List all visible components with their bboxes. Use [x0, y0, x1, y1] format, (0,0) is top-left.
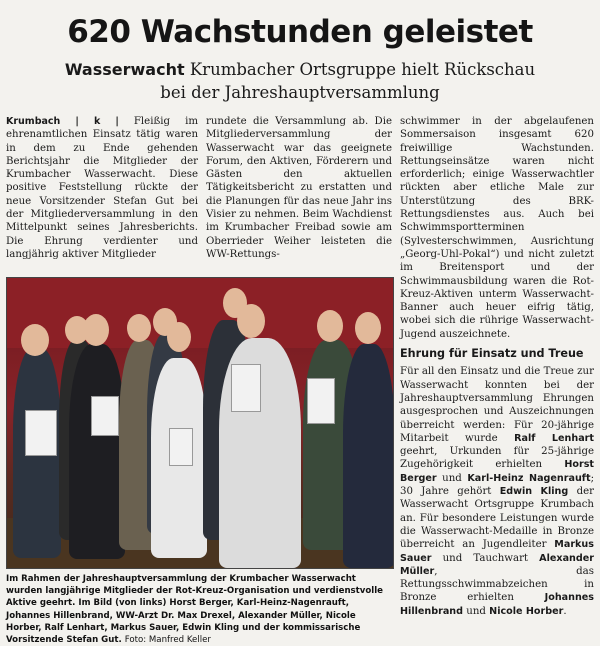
photo-credit: Foto: Manfred Keller — [124, 635, 211, 646]
text-run: und Tauchwart — [442, 552, 529, 564]
photo-person-head — [317, 310, 343, 342]
article-column-3 — [400, 115, 594, 618]
certificate — [231, 364, 261, 412]
photo-person-head — [127, 314, 151, 342]
column-2-text: rundete die Versammlung ab. Die Mitgliederversammlung der Wasserwacht war das geeignete Forum, den Aktiven, Förderern und Gästen den aktuellen Tätigkeitsbericht zu erstatten und die Planungen für das neue Jahr ins Visier zu nehmen. Beim Wachdienst im Krumbacher Freibad sowie am Oberrieder Weiher leisteten die WW-Rettungs- — [206, 116, 392, 260]
text-run: Für all den Einsatz und die Treue zur Wasserwacht konnten bei der Jahreshauptversammlung Ehrungen ausgesprochen und Auszeichnungen überreicht werden: Für 20-jährige Mitarbeit wurde — [400, 366, 594, 444]
honoree-name: Markus Sauer — [400, 539, 594, 564]
subhead-line2: bei der Jahreshauptversammlung — [160, 83, 440, 102]
dateline: Krumbach | k | — [6, 116, 119, 127]
subhead-text: Krumbacher Ortsgruppe hielt Rückschau — [189, 60, 536, 79]
photo-person-head — [237, 304, 265, 338]
honoree-name: Karl-Heinz Nagenrauft — [467, 472, 591, 484]
column-3-paragraph-2 — [400, 365, 594, 618]
text-run: und — [442, 472, 462, 484]
honoree-name: Nicole Horber — [489, 605, 564, 617]
text-run: , das Rettungsschwimmabzeichen in Bronze erhielten — [400, 565, 594, 604]
text-run: und — [466, 605, 486, 617]
text-run: der Wasserwacht Ortsgruppe Krumbach an. Für besondere Leistungen wurde die Wasserwacht-Medaille in Bronze überreicht an Jugendleiter — [400, 486, 594, 551]
photo-person — [343, 344, 394, 568]
honoree-name: Johannes Hillenbrand — [400, 592, 594, 617]
text-run: . — [563, 605, 567, 617]
photo-person-head — [355, 312, 381, 344]
photo-person — [69, 344, 125, 559]
caption-text: Im Rahmen der Jahreshauptversammlung der Krumbacher Wasserwacht wurden langjährige Mitglieder der Rot-Kreuz-Organisation und verdienstvolle Aktive geehrt. Im Bild (von links) Horst Berger, Karl-Heinz-Nagenrauft, Johannes Hillenbrand, WW-Arzt Dr. Max Drexel, Alexander Müller, Nicole Horber, Ralf Lenhart, Markus Sauer, Edwin Kling und der kommissarische Vorsitzende Stefan Gut. — [6, 574, 384, 646]
certificate — [169, 428, 193, 466]
honoree-name: Ralf Lenhart — [514, 432, 594, 444]
honoree-name: Horst Berger — [400, 459, 594, 484]
text-run: geehrt, Urkunden für 25-jährige Zugehörigkeit erhielten — [400, 446, 594, 471]
photo-person-head — [167, 322, 191, 352]
subheadline — [40, 58, 560, 104]
honoree-name: Alexander Müller — [400, 552, 594, 577]
photo-person-head — [83, 314, 109, 346]
photo-person-head — [21, 324, 49, 356]
kicker: Wasserwacht — [64, 60, 185, 79]
text-run: ; 30 Jahre gehört — [400, 472, 594, 498]
column-1-text: Fleißig im ehrenamtlichen Einsatz tätig waren in dem zu Ende gehenden Berichtsjahr die Mitglieder der Krumbacher Wasserwacht. Diese positive Feststellung rückte der neue Vorsitzender Stefan Gut bei der Mitgliederversammlung in den Mittelpunkt seines Jahresberichts. Die Ehrung verdienter und langjährig aktiver Mitglieder — [6, 116, 198, 260]
honoree-name: Edwin Kling — [499, 486, 569, 498]
group-photo — [6, 277, 394, 569]
article-column-1 — [6, 115, 198, 265]
column-3-paragraph-1: schwimmer in der abgelaufenen Sommersaison insgesamt 620 freiwillige Wachstunden. Rettungseinsätze waren nicht erforderlich; einige Wasserwachtler rückten aber etliche Male zur Unterstützung des BRK-Rettungsdienstes aus. Auch bei Schwimmsportterminen (Sylvesterschwimmen, Ausrichtung „Georg-Uhl-Pokal“) und nicht zuletzt im Breitensport und der Schwimmausbildung waren die Rot-Kreuz-Aktiven unterm Wasserwacht-Banner auch heuer eifrig tätig, wobei sich die rührige Wasserwacht-Jugend auszeichnete. — [400, 116, 594, 340]
certificate — [91, 396, 119, 436]
photo-caption — [6, 573, 394, 646]
certificate — [307, 378, 335, 424]
article-column-2 — [206, 115, 392, 265]
section-heading: Ehrung für Einsatz und Treue — [400, 347, 584, 361]
headline: 620 Wachstunden geleistet — [67, 14, 533, 50]
certificate — [25, 410, 57, 456]
